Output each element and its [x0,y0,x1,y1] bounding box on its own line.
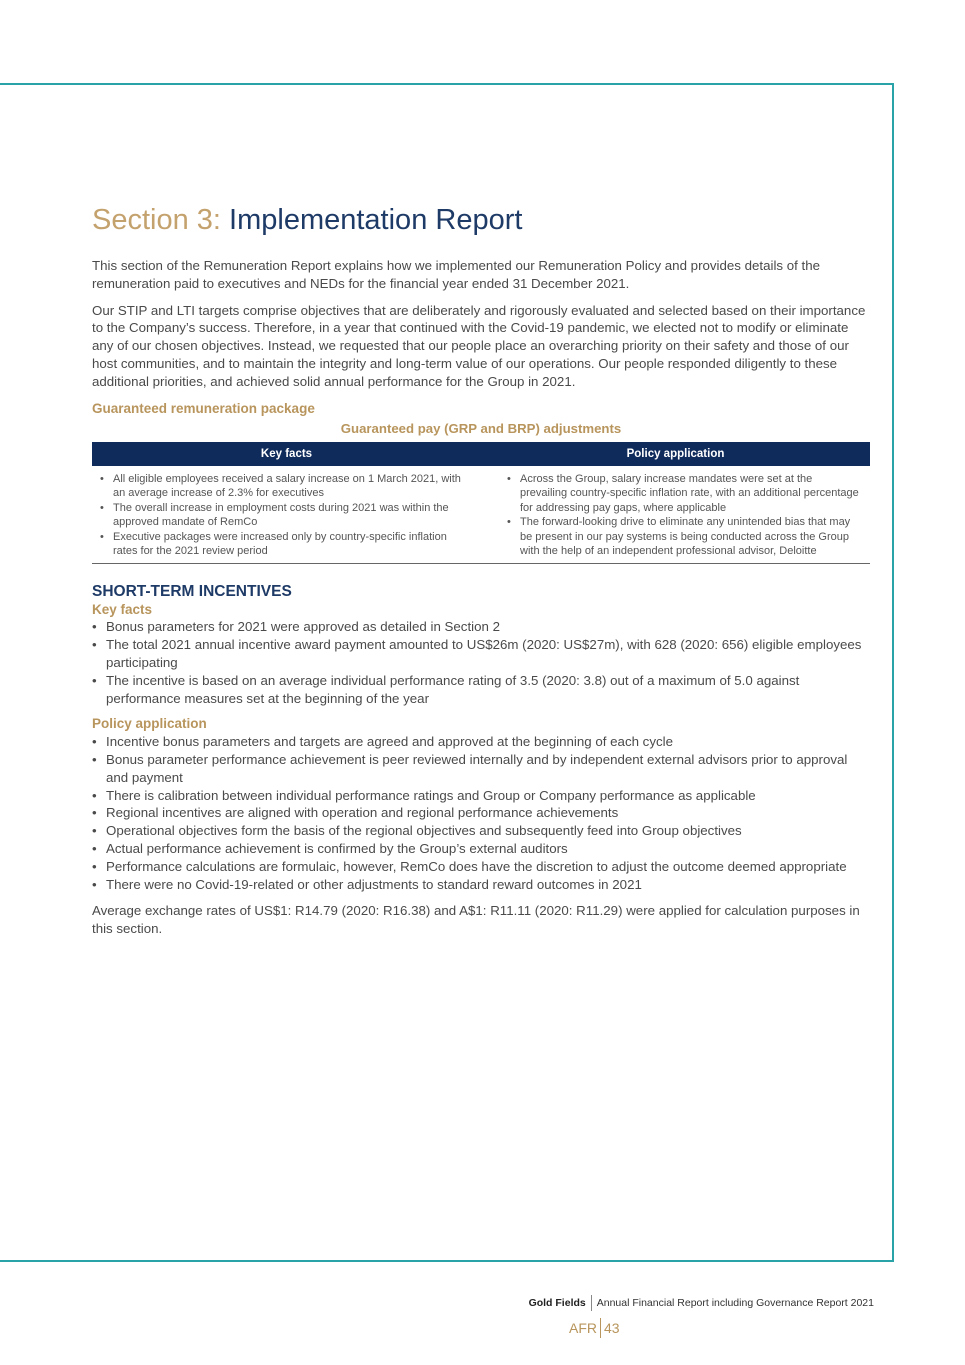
policy-application-cell [481,466,870,564]
page-number-block [569,1318,620,1338]
list-item: • Regional incentives are aligned with operation and regional performance achievements [92,804,870,822]
key-facts-cell [92,466,481,564]
sti-key-facts-heading: Key facts [92,601,153,617]
page-number-divider [600,1318,601,1338]
page-title [92,200,870,240]
footer-report-title: Annual Financial Report including Governance Report 2021 [596,1297,874,1309]
exchange-rate-note: Average exchange rates of US$1: R14.79 (2020: R16.38) and A$1: R11.11 (2020: R11.29) were applied for calculation purposes in this section. [92,903,860,937]
table-row [92,466,870,564]
list-item: • There were no Covid-19-related or other adjustments to standard reward outcomes in 2021 [92,876,870,894]
footer-brand: Gold Fields [528,1297,586,1309]
col-header-key-facts: Key facts [92,442,481,466]
list-item: • Bonus parameter performance achievement is peer reviewed internally and by independent external advisors prior to approval and payment [92,751,870,787]
sti-policy-list [92,733,870,893]
sti-key-facts-list [92,618,870,707]
list-item: • Across the Group, salary increase mandates were set at the prevailing country-specific inflation rate, with an additional percentage for addressing pay gaps, where applicable [507,472,860,516]
intro-paragraph-1: This section of the Remuneration Report explains how we implemented our Remuneration Policy and provides details of the remuneration paid to executives and NEDs for the financial year ended 31 December 2021. [92,258,821,291]
list-item: • The total 2021 annual incentive award payment amounted to US$26m (2020: US$27m), with 628 (2020: 656) eligible employees participating [92,636,870,672]
list-item: • There is calibration between individual performance ratings and Group or Company performance as applicable [92,787,870,805]
col-header-policy-application: Policy application [481,442,870,466]
guaranteed-heading: Guaranteed remuneration package [92,400,315,416]
guaranteed-pay-table [92,442,870,564]
main-content [92,200,870,947]
sti-heading: SHORT-TERM INCENTIVES [92,582,292,600]
list-item: • Actual performance achievement is confirmed by the Group’s external auditors [92,840,870,858]
list-item: • All eligible employees received a salary increase on 1 March 2021, with an average increase of 2.3% for executives [100,472,471,501]
list-item: • Performance calculations are formulaic, however, RemCo does have the discretion to adjust the outcome deemed appropriate [92,858,870,876]
sti-policy-heading: Policy application [92,716,207,732]
afr-label: AFR [569,1320,597,1336]
section-label: Section 3: [92,204,221,236]
section-title: Implementation Report [229,204,523,236]
list-item: • Incentive bonus parameters and targets are agreed and approved at the beginning of each cycle [92,733,870,751]
page-number: 43 [604,1320,620,1336]
list-item: • The forward-looking drive to eliminate any unintended bias that may be present in our pay systems is being conducted across the Group with the help of an independent professional advisor, Deloitte [507,515,860,559]
list-item: • The incentive is based on an average individual performance rating of 3.5 (2020: 3.8) out of a maximum of 5.0 against performance measures set at the beginning of the year [92,672,870,708]
page-footer [529,1295,874,1311]
intro-paragraph-2: Our STIP and LTI targets comprise objectives that are deliberately and rigorously evaluated and selected based on their importance to the Company’s success. Therefore, in a year that continued with the Covid-19 pandemic, we elected not to modify or eliminate any of our chosen objectives. Instead, we requested that our people place an overarching priority on their safety and those of our host communities, and to maintain the integrity and long-term value of our operations. Our people responded diligently to these additional priorities, and achieved solid annual performance for the Group in 2021. [92,302,866,389]
list-item: • Executive packages were increased only by country-specific inflation rates for the 2021 review period [100,530,471,559]
list-item: • The overall increase in employment costs during 2021 was within the approved mandate of RemCo [100,501,471,530]
list-item: • Bonus parameters for 2021 were approved as detailed in Section 2 [92,618,870,636]
table-caption: Guaranteed pay (GRP and BRP) adjustments [340,420,622,436]
list-item: • Operational objectives form the basis of the regional objectives and subsequently feed into Group objectives [92,822,870,840]
